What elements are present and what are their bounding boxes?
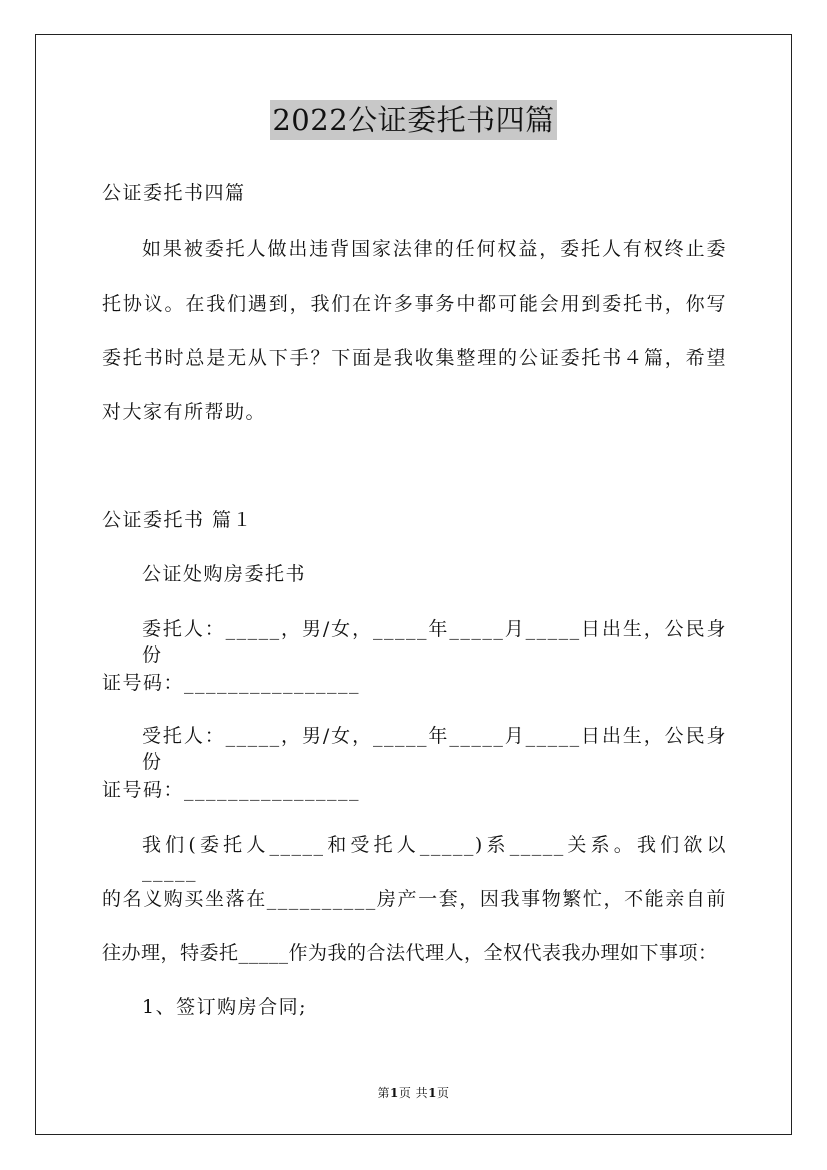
footer-page-mid: 页 共 bbox=[398, 1086, 429, 1100]
page-footer bbox=[0, 1084, 827, 1101]
title-container bbox=[0, 100, 827, 140]
list-item: 1、签订购房合同; bbox=[142, 996, 307, 1018]
paragraph-line: 的名义购买坐落在__________房产一套，因我事物繁忙，不能亲自前 bbox=[102, 888, 727, 910]
footer-page-total: 1 bbox=[428, 1086, 438, 1100]
paragraph-line: 委托书时总是无从下手？下面是我收集整理的公证委托书４篇，希望 bbox=[102, 347, 727, 369]
section-subheading: 公证处购房委托书 bbox=[142, 563, 307, 585]
paragraph-line: 对大家有所帮助。 bbox=[102, 401, 267, 423]
paragraph-line: 托协议。在我们遇到，我们在许多事务中都可能会用到委托书，你写 bbox=[102, 293, 727, 315]
subtitle: 公证委托书四篇 bbox=[102, 182, 246, 204]
form-line: 证号码：________________ bbox=[102, 672, 361, 694]
footer-page-prefix: 第 bbox=[377, 1086, 390, 1100]
form-line: 证号码：________________ bbox=[102, 779, 361, 801]
form-line: 委托人：_____，男/女，_____年_____月_____日出生，公民身份 bbox=[142, 618, 727, 666]
document-title: 2022公证委托书四篇 bbox=[270, 100, 556, 140]
paragraph-line: 往办理，特委托_____作为我的合法代理人，全权代表我办理如下事项： bbox=[102, 942, 718, 964]
footer-page-suffix: 页 bbox=[437, 1086, 450, 1100]
footer-page-current: 1 bbox=[389, 1086, 399, 1100]
section-heading: 公证委托书 篇１ bbox=[102, 509, 254, 531]
form-line: 受托人：_____，男/女，_____年_____月_____日出生，公民身份 bbox=[142, 725, 727, 773]
paragraph-line: 如果被委托人做出违背国家法律的任何权益，委托人有权终止委 bbox=[142, 238, 727, 260]
paragraph-line: 我们(委托人_____和受托人_____)系_____关系。我们欲以_____ bbox=[142, 834, 727, 882]
